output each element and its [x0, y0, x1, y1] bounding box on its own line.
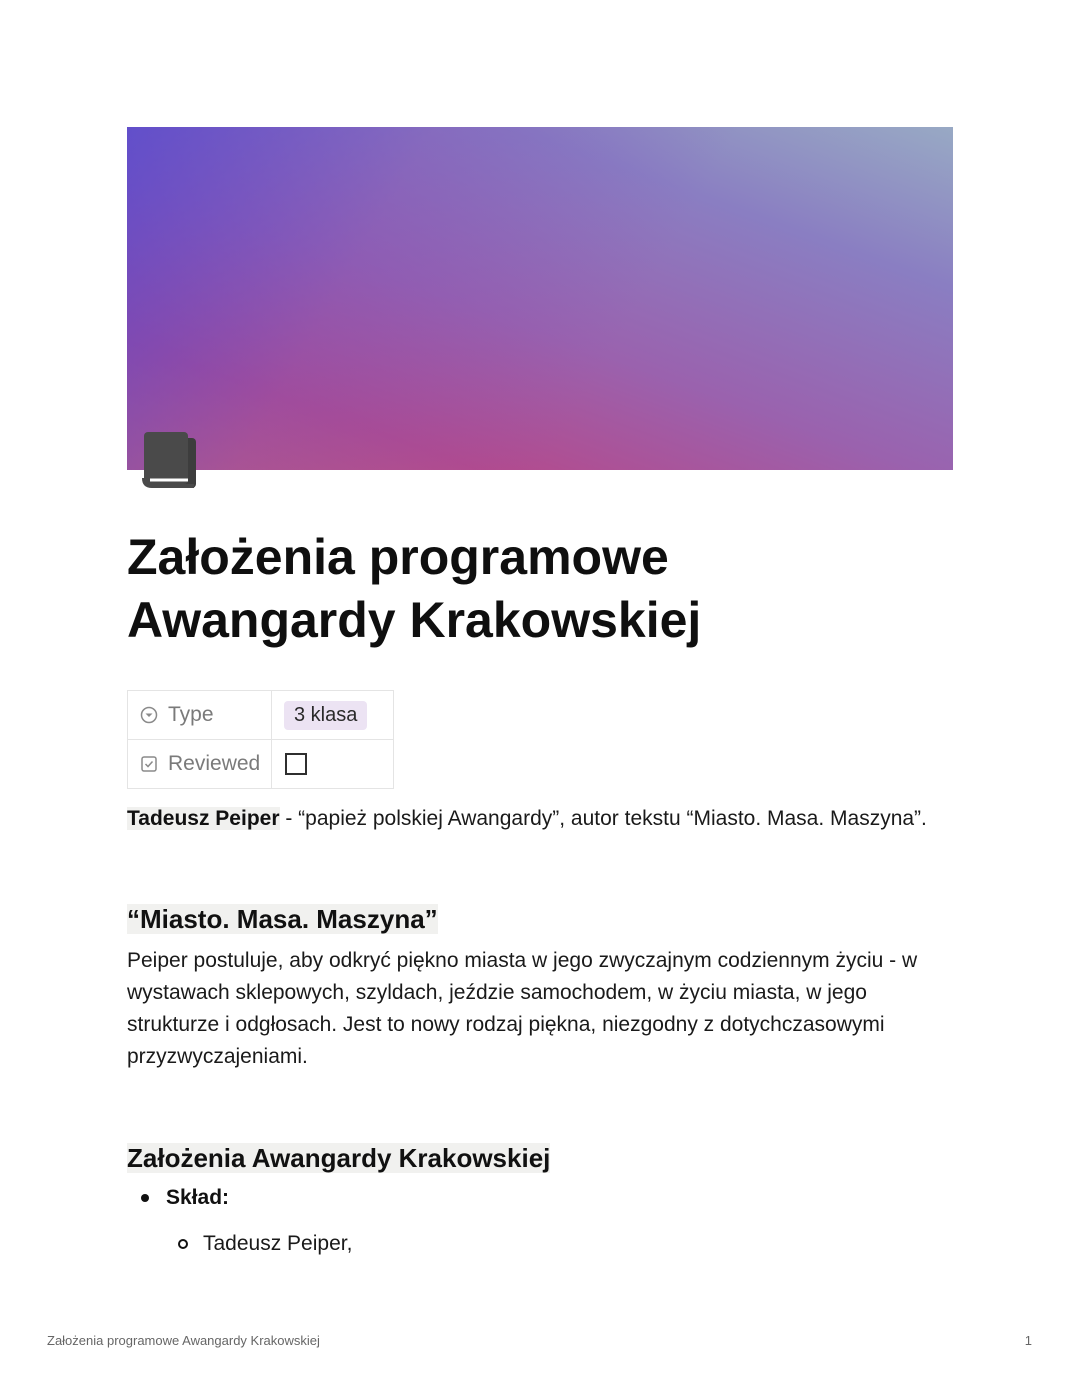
- book-icon: [141, 432, 199, 492]
- page-title: Założenia programowe Awangardy Krakowskiej: [127, 529, 702, 648]
- section-heading-zalozenia: [127, 1141, 550, 1175]
- property-value-type[interactable]: [272, 691, 394, 740]
- list-item-text: Tadeusz Peiper,: [203, 1232, 353, 1255]
- type-tag: 3 klasa: [284, 701, 367, 730]
- bullet-dot-icon: [141, 1194, 149, 1202]
- reviewed-checkbox[interactable]: [285, 753, 307, 775]
- property-label: Reviewed: [168, 752, 261, 775]
- select-property-icon: [140, 706, 158, 724]
- property-label: Type: [168, 703, 214, 726]
- section-heading-miasto: [127, 902, 438, 936]
- footer-title: Założenia programowe Awangardy Krakowskiej: [47, 1333, 320, 1348]
- property-key-type[interactable]: [128, 691, 272, 740]
- property-value-reviewed: [272, 740, 394, 789]
- list-item-text: Skład:: [166, 1186, 230, 1209]
- property-row-reviewed: [128, 740, 394, 789]
- bullet-circle-icon: [178, 1239, 188, 1249]
- intro-bold: Tadeusz Peiper: [127, 807, 280, 830]
- section-paragraph: Peiper postuluje, aby odkryć piękno miasta w jego zwyczajnym codziennym życiu - w wystawach sklepowych, szyldach, jeździe samochodem, w życiu miasta, w jego strukturze i odgłosach. Jest to nowy rodzaj piękna, niezgodny z dotychczasowymi przyzwyczajeniami.: [127, 949, 918, 1068]
- footer-page-number: 1: [1024, 1333, 1032, 1348]
- list-item: [141, 1186, 229, 1210]
- properties-table: [127, 690, 394, 789]
- intro-paragraph: [127, 805, 957, 833]
- page-cover: [127, 127, 953, 470]
- checkbox-property-icon: [140, 755, 158, 773]
- section-heading-text: Założenia Awangardy Krakowskiej: [127, 1143, 551, 1173]
- section-heading-text: “Miasto. Masa. Maszyna”: [127, 904, 438, 934]
- intro-text: - “papież polskiej Awangardy”, autor tekstu “Miasto. Masa. Maszyna”.: [279, 807, 927, 830]
- sub-list-item: [178, 1232, 352, 1256]
- property-key-reviewed[interactable]: [128, 740, 272, 789]
- property-row-type: [128, 691, 394, 740]
